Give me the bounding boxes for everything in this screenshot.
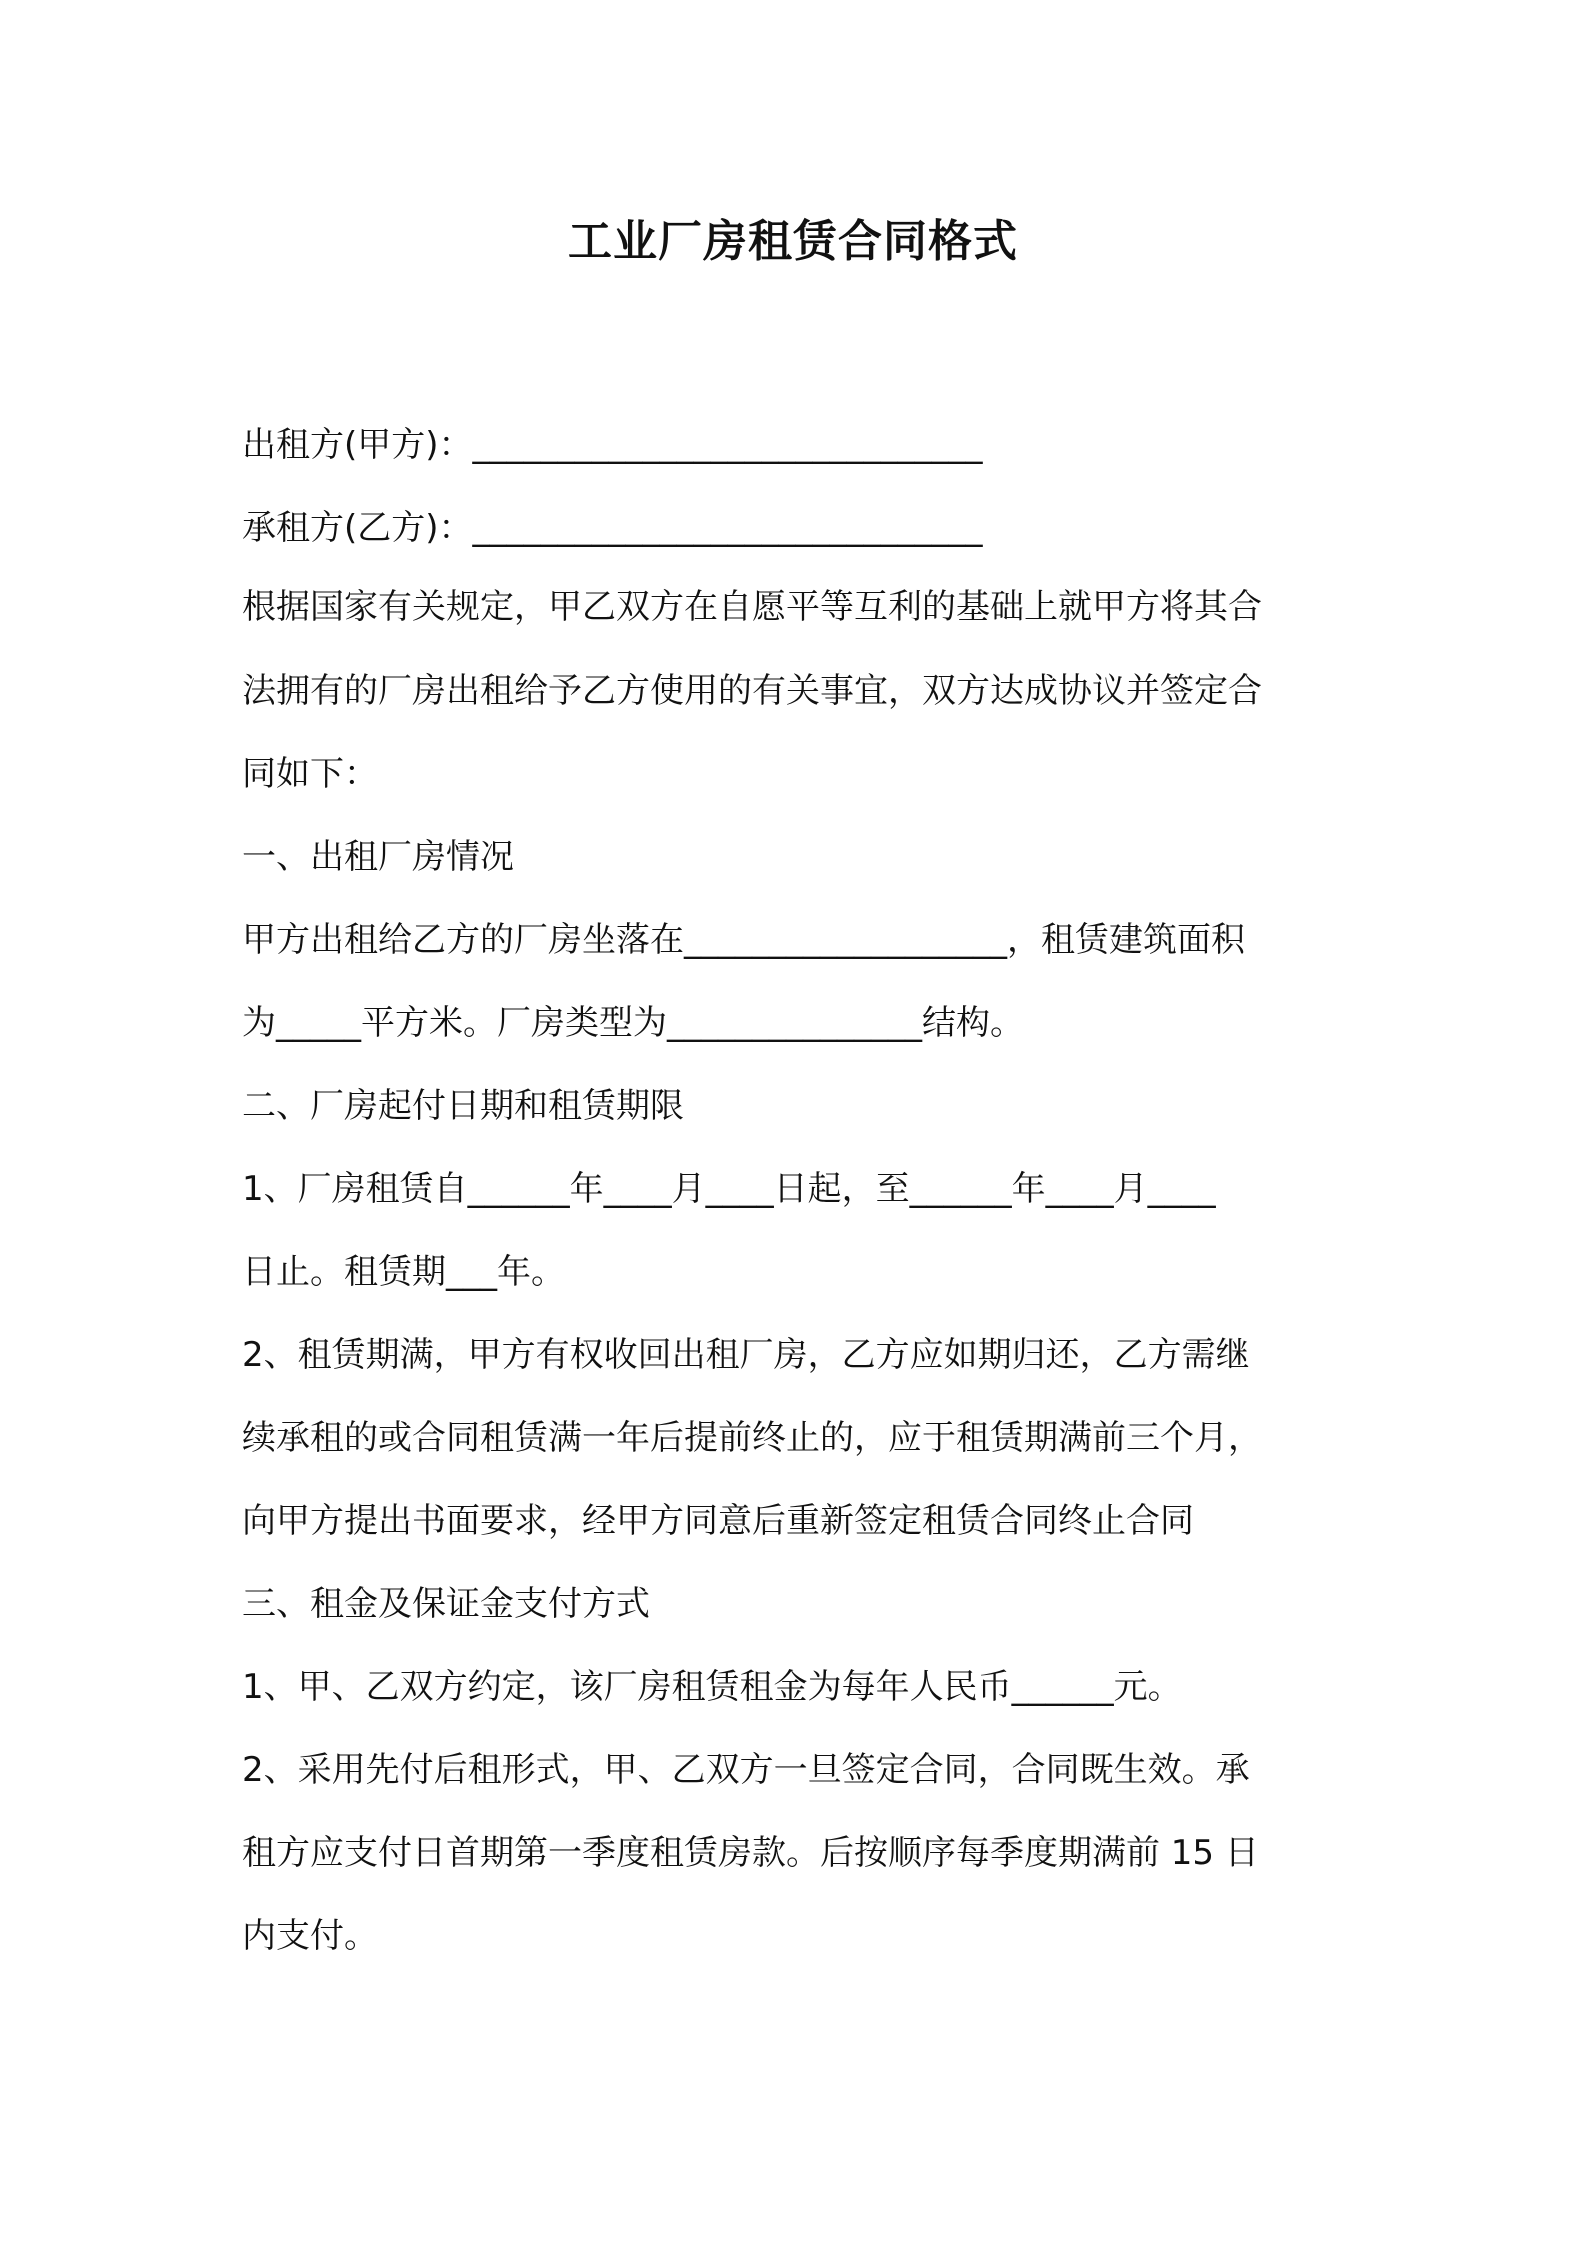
section-2-item-2-line-3: 向甲方提出书面要求，经甲方同意后重新签定租赁合同终止合同	[242, 1501, 1194, 1541]
section-heading-3: 三、租金及保证金支付方式	[242, 1584, 650, 1624]
section-2-item-1-line-2: 日止。租赁期___年。	[242, 1252, 565, 1292]
section-1-line-2: 为_____平方米。厂房类型为_______________结构。	[242, 1003, 1024, 1043]
section-3-item-1: 1、甲、乙双方约定，该厂房租赁租金为每年人民币______元。	[242, 1667, 1182, 1707]
section-heading-2: 二、厂房起付日期和租赁期限	[242, 1086, 684, 1126]
section-2-item-1-line-1: 1、厂房租赁自______年____月____日起，至______年____月____	[242, 1169, 1216, 1209]
section-3-item-2-line-1: 2、采用先付后租形式，甲、乙双方一旦签定合同，合同既生效。承	[242, 1750, 1250, 1790]
lessor-line: 出租方(甲方)：______________________________	[242, 425, 983, 465]
section-2-item-2-line-2: 续承租的或合同租赁满一年后提前终止的，应于租赁期满前三个月，	[242, 1418, 1262, 1458]
section-3-item-2-line-2: 租方应支付日首期第一季度租赁房款。后按顺序每季度期满前 15 日	[242, 1833, 1259, 1873]
section-3-item-2-line-3: 内支付。	[242, 1916, 378, 1956]
document-title: 工业厂房租赁合同格式	[568, 216, 1018, 267]
lessee-line: 承租方(乙方)：______________________________	[242, 508, 983, 548]
section-heading-1: 一、出租厂房情况	[242, 837, 514, 877]
preamble-line-1: 根据国家有关规定，甲乙双方在自愿平等互利的基础上就甲方将其合	[242, 587, 1262, 627]
section-2-item-2-line-1: 2、租赁期满，甲方有权收回出租厂房，乙方应如期归还，乙方需继	[242, 1335, 1250, 1375]
section-1-line-1: 甲方出租给乙方的厂房坐落在___________________，租赁建筑面积	[242, 920, 1245, 960]
preamble-line-3: 同如下：	[242, 754, 378, 794]
preamble-line-2: 法拥有的厂房出租给予乙方使用的有关事宜，双方达成协议并签定合	[242, 671, 1262, 711]
